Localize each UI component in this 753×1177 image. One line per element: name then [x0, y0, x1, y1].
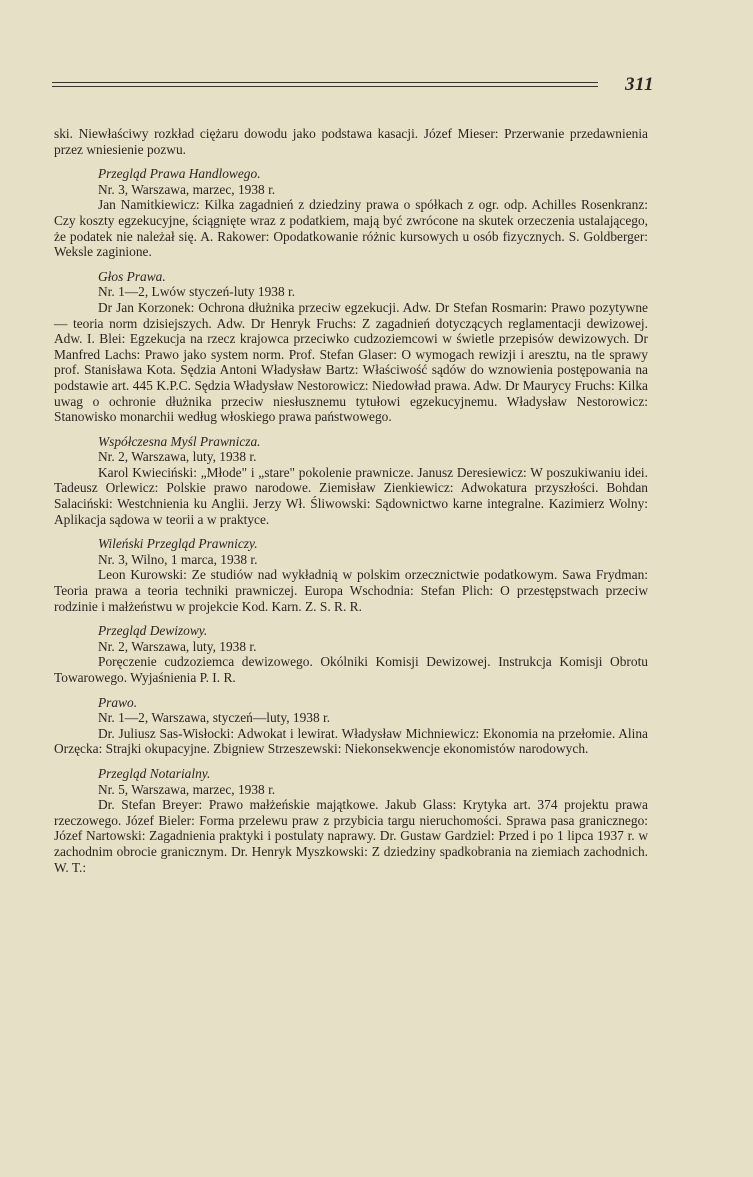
journal-title: Przegląd Dewizowy.	[98, 623, 208, 639]
journal-title: Wileński Przegląd Prawniczy.	[98, 536, 258, 552]
journal-title: Głos Prawa.	[98, 268, 166, 284]
journal-section	[54, 536, 648, 614]
journal-contents: Poręczenie cudzoziemca dewizowego. Okólniki Komisji Dewizowej. Instrukcja Komisji Obrotu Towarowego. Wyjaśnienia P. I. R.	[54, 654, 648, 685]
journal-title: Współczesna Myśl Prawnicza.	[98, 433, 261, 449]
journal-contents: Jan Namitkiewicz: Kilka zagadnień z dziedziny prawa o spółkach z ogr. odp. Achilles Rosenkranz: Czy koszty egzekucyjne, ściągnięte wraz z podatkiem, mają być zwrócone na skutek orzeczenia ustalającego, że podatek nie należał się. A. Rakower: Opodatkowanie różnic kursowych u osób fizycznych. S. Goldberger: Weksle zaginione.	[54, 197, 648, 260]
journal-issue: Nr. 5, Warszawa, marzec, 1938 r.	[98, 781, 276, 797]
journal-section	[54, 766, 648, 875]
journal-contents: Karol Kwieciński: „Młode" i „stare" pokolenie prawnicze. Janusz Deresiewicz: W poszukiwaniu idei. Tadeusz Orlewicz: Polskie prawo narodowe. Ziemisław Zienkiewicz: Adwokatura przyszłości. Bohdan Salaciński: Westchnienia ku Anglii. Jerzy Wł. Śliwowski: Sądownictwo karne integralne. Kazimierz Wolny: Aplikacja sądowa w teorii a w praktyce.	[54, 464, 648, 527]
journal-section	[54, 695, 648, 757]
journal-issue: Nr. 1—2, Warszawa, styczeń—luty, 1938 r.	[98, 710, 331, 726]
journal-section	[54, 434, 648, 528]
journal-title: Prawo.	[98, 694, 138, 710]
journal-issue: Nr. 2, Warszawa, luty, 1938 r.	[98, 449, 257, 465]
journal-section	[54, 623, 648, 685]
journal-title: Przegląd Prawa Handlowego.	[98, 166, 261, 182]
journal-issue: Nr. 1—2, Lwów styczeń-luty 1938 r.	[98, 284, 296, 300]
journal-issue: Nr. 2, Warszawa, luty, 1938 r.	[98, 638, 257, 654]
page-header	[52, 76, 654, 98]
header-rule	[52, 86, 598, 87]
continuation-paragraph: ski. Niewłaściwy rozkład ciężaru dowodu jako podstawa kasacji. Józef Mieser: Przerwanie przedawnienia przez wniesienie pozwu.	[54, 126, 648, 157]
journal-title: Przegląd Notarialny.	[98, 765, 211, 781]
journal-issue: Nr. 3, Wilno, 1 marca, 1938 r.	[98, 551, 258, 567]
journal-contents: Leon Kurowski: Ze studiów nad wykładnią w polskim orzecznictwie podatkowym. Sawa Frydman: Teoria prawa a teoria techniki prawniczej. Europa Wschodnia: Stefan Plich: O przestępstwach przeciw rodzinie i małżeństwu w projekcie Kod. Karn. Z. S. R. R.	[54, 567, 648, 614]
header-rule	[52, 82, 598, 83]
journal-contents: Dr Jan Korzonek: Ochrona dłużnika przeciw egzekucji. Adw. Dr Stefan Rosmarin: Prawo pozytywne — teoria norm dzisiejszych. Adw. Dr Henryk Fruchs: Z zagadnień dotyczących reglamentacji dewizowej. Adw. I. Blei: Egzekucja na rzecz krajowca przeciwko cudzoziemcowi w świetle przepisów dewizowych. Dr Manfred Lachs: Prawo jako system norm. Prof. Stefan Glaser: O wymogach rewizji i aresztu, na tle sprawy prof. Stanisława Kota. Sędzia Antoni Władysław Bartz: Właściwość sądów do wznowienia postępowania na podstawie art. 445 K.P.C. Sędzia Władysław Nestorowicz: Niedowład prawa. Adw. Dr Maurycy Fruchs: Kilka uwag o ochronie dłużnika przeciw niesłusznemu tytułowi egzekucyjnemu. Władysław Nestorowicz: Stanowisko monarchii według włoskiego prawa państwowego.	[54, 299, 648, 425]
page-content	[54, 126, 648, 875]
page-number: 311	[625, 74, 654, 95]
journal-contents: Dr. Stefan Breyer: Prawo małżeńskie majątkowe. Jakub Glass: Krytyka art. 374 projektu prawa rzeczowego. Józef Bieler: Forma przelewu praw z przybicia targu nieruchomości. Sprawa pasa granicznego: Józef Nartowski: Zagadnienia praktyki i postulaty naprawy. Dr. Gustaw Gardziel: Przed i po 1 lipca 1937 r. w zachodnim obrocie granicznym. Dr. Henryk Myszkowski: Z dziedziny spadkobrania na ziemiach zachodnich. W. T.:	[54, 797, 648, 875]
journal-section	[54, 269, 648, 425]
journal-issue: Nr. 3, Warszawa, marzec, 1938 r.	[98, 181, 276, 197]
journal-section	[54, 166, 648, 260]
journal-contents: Dr. Juliusz Sas-Wisłocki: Adwokat i lewirat. Władysław Michniewicz: Ekonomia na przełomie. Alina Orzęcka: Strajki okupacyjne. Zbigniew Strzeszewski: Niekonsekwencje ekonomistów narodowych.	[54, 725, 648, 757]
